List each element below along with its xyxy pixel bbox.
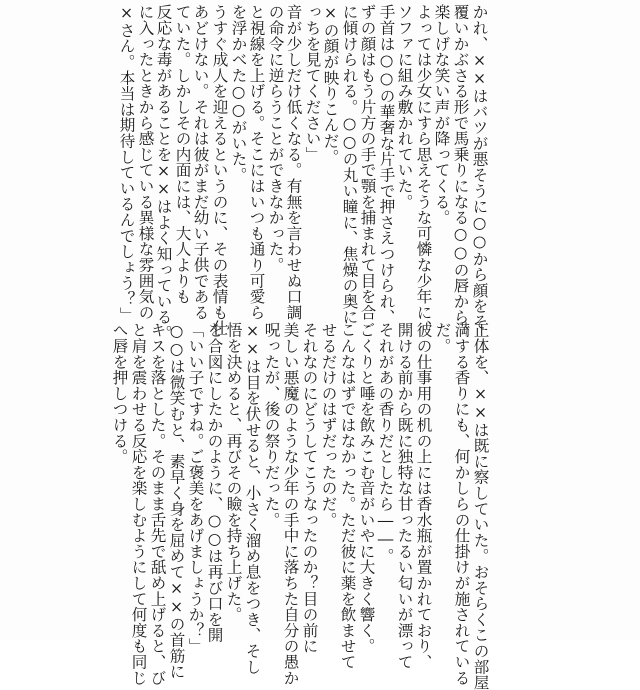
text-column: を合図にしたかのように、○○は再び口を開 xyxy=(205,322,224,643)
text-column: へ唇を押しつける。 xyxy=(110,322,129,465)
text-column: 満する香りにも、何かしらの仕掛けが施されている xyxy=(452,322,471,686)
text-column: に傾けられる。○○の丸い瞳に、焦燥の奥に xyxy=(340,4,359,325)
text-column: ていた。しかしその内面には、大人よりも xyxy=(173,4,192,305)
text-column: 手首は○○の華奢な片手で押さえつけられ、 xyxy=(377,4,396,325)
text-column: うすぐ成人を迎えるというのに、その表情も仕 xyxy=(210,4,229,336)
text-column: の命令に逆らうことができなかった。 xyxy=(266,4,285,273)
text-column: と視線を上げる。そこにはいつも通り可愛ら xyxy=(247,4,266,320)
text-column: 開ける前から既に独特な甘ったるい匂いが漂って xyxy=(395,322,414,670)
text-column: こんなはずではなかった。ただ彼に薬を飲ませて xyxy=(338,322,357,670)
text-column: 楽しげな笑い声が降ってくる。 xyxy=(432,4,451,226)
text-column: 悟を決めると、再びその瞼を持ち上げた。 xyxy=(224,322,243,623)
text-column: よっては少女にすら思えそうな可憐な少年に、 xyxy=(414,4,433,336)
text-column: ずの顔はもう片方の手で顎を捕まれて目を合 xyxy=(358,4,377,320)
text-column: 呪ったが、後の祭りだった。 xyxy=(262,322,281,528)
text-column: 音が少しだけ低くなる。有無を言わせぬ口調 xyxy=(284,4,303,320)
text-column: キスを落とした。そのまま舌先で舐め上げると、び xyxy=(148,322,167,686)
text-column: かれ、××はバツが悪そうに○○から顔をそ xyxy=(470,4,489,330)
text-column: せるだけのはずだったのだ。 xyxy=(319,322,338,528)
text-column: ××は目を伏せると、小さく溜め息をつき、そし xyxy=(243,322,262,675)
text-column: 美しい悪魔のような少年の手中に落ちた自分の愚か xyxy=(281,322,300,686)
text-column: 反応な毒があることを××はよく知っている。 xyxy=(154,4,173,341)
text-column: っちを見てください」 xyxy=(303,4,322,162)
text-column: 覆いかぶさる形で馬乗りになる○○の唇から、 xyxy=(451,4,470,341)
text-column: を浮かべた○○がいた。 xyxy=(229,4,248,183)
text-column: ×の顔が映りこんだ。 xyxy=(321,4,340,165)
text-column: それなのにどうしてこうなったのか？目の前に xyxy=(300,322,319,654)
text-column: ソファに組み敷かれていた。 xyxy=(395,4,414,210)
text-column: だ。 xyxy=(433,322,452,354)
text-column: それがあの香りだとしたら――。 xyxy=(376,322,395,564)
text-column: 「いい子ですね。ご褒美をあげましょうか？」 xyxy=(186,322,205,654)
text-column: に入ったときから感じている異様な雰囲気の xyxy=(136,4,155,320)
text-column: と肩を震わせる反応を楽しむようにして何度も同じ xyxy=(129,322,148,686)
text-column: ○○は微笑むと、素早く身を屈めて××の首筋に xyxy=(167,322,186,680)
text-column: あどけない。それは彼がまだ幼い子供である xyxy=(191,4,210,320)
text-column: 正体を、××は既に察していた。おそらくこの部屋 xyxy=(471,322,490,690)
text-column: ×さん。本当は期待しているんでしょう？」 xyxy=(117,4,136,323)
text-column: ごくりと唾を飲みこむ音がいやに大きく響く。 xyxy=(357,322,376,654)
text-column: 彼の仕事用の机の上には香水瓶が置かれており、 xyxy=(414,322,433,670)
